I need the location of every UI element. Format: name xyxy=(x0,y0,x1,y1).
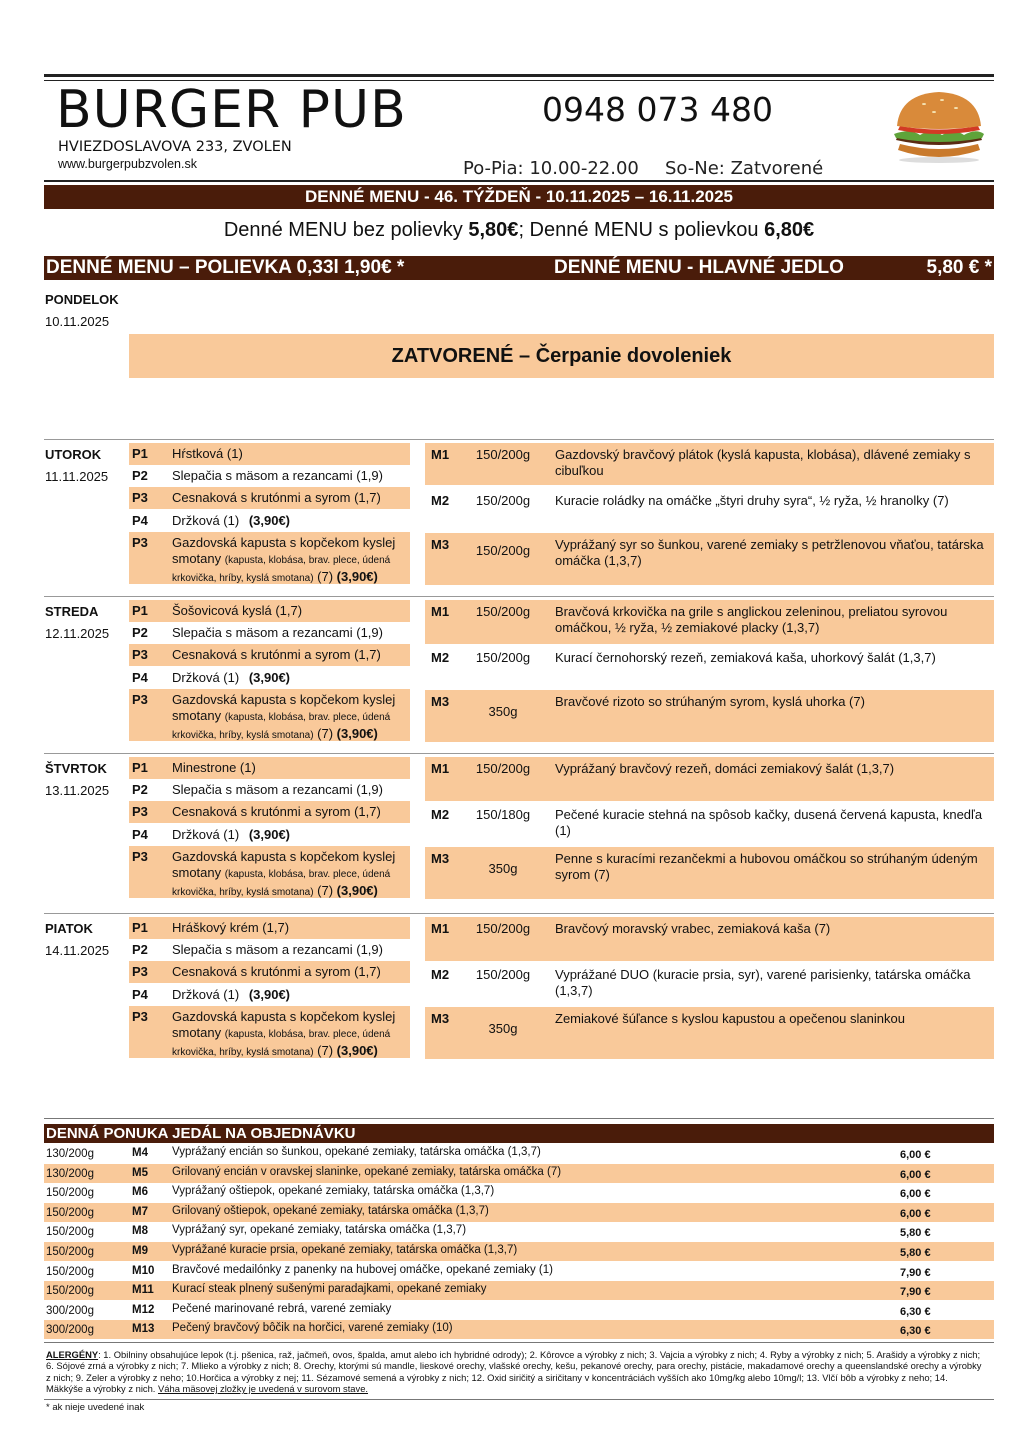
main-dish-item xyxy=(425,646,994,688)
soup-item xyxy=(129,644,410,666)
week-banner: DENNÉ MENU - 46. TÝŽDEŇ - 10.11.2025 – 16.11.2025 xyxy=(44,185,994,209)
main-dish-code: M2 xyxy=(431,807,450,822)
soup-name-block xyxy=(172,827,407,843)
soup-section-title: DENNÉ MENU – POLIEVKA 0,33l 1,90€ * xyxy=(46,257,405,278)
order-weight: 150/200g xyxy=(46,1226,94,1239)
soup-item xyxy=(129,984,410,1006)
soup-name: Šošovicová kyslá (1,7) xyxy=(172,603,303,618)
main-dish-code: M2 xyxy=(431,967,450,982)
main-dish-weight: 350g xyxy=(488,704,518,719)
main-dish-weight: 150/200g xyxy=(475,604,531,619)
soup-code: P4 xyxy=(132,827,148,842)
soup-code: P2 xyxy=(132,468,148,483)
soup-allergen: (7) xyxy=(317,883,334,898)
soup-name: Cesnaková s krutónmi a syrom (1,7) xyxy=(172,804,381,819)
soup-item xyxy=(129,961,410,983)
footnote-rule xyxy=(44,1399,994,1400)
main-dish-weight: 150/200g xyxy=(475,761,531,776)
soup-item xyxy=(129,600,410,622)
brand-title: BURGER PUB xyxy=(56,80,407,140)
section-header-bar xyxy=(44,256,994,280)
order-item xyxy=(44,1144,994,1163)
price-with-soup-label: ; Denné MENU s polievkou xyxy=(518,219,765,241)
order-code: M12 xyxy=(132,1303,155,1316)
day-label: ŠTVRTOK xyxy=(45,761,107,776)
order-price: 7,90 € xyxy=(900,1286,931,1299)
soup-name-block xyxy=(172,535,407,587)
price-with-soup: 6,80€ xyxy=(764,219,815,241)
soup-item xyxy=(129,801,410,823)
soup-name: Gazdovská kapusta s kopčekom kyslej smotany xyxy=(172,849,396,880)
soup-code: P2 xyxy=(132,782,148,797)
order-name: Pečený bravčový bôčik na horčici, varené zemiaky (10) xyxy=(172,1322,453,1335)
soup-name-block xyxy=(172,670,407,686)
soup-detail: (kapusta, klobása, brav. plece, údená krkovička, hríby, kyslá smotana) xyxy=(172,869,391,898)
soup-name-block xyxy=(172,804,407,820)
order-name: Grilovaný encián v oravskej slaninke, opekané zemiaky, tatárska omáčka (7) xyxy=(172,1165,562,1178)
soup-detail: (kapusta, klobása, brav. plece, údená krkovička, hríby, kyslá smotana) xyxy=(172,555,391,584)
main-dish-name: Gazdovský bravčový plátok (kyslá kapusta, klobása), dlávené zemiaky s cibuľkou xyxy=(555,447,971,478)
soup-code: P3 xyxy=(132,964,148,979)
soup-item xyxy=(129,917,410,939)
main-dish-weight: 150/200g xyxy=(475,493,531,508)
order-weight: 150/200g xyxy=(46,1265,94,1278)
order-price: 7,90 € xyxy=(900,1266,931,1279)
main-dish-weight: 150/200g xyxy=(475,921,531,936)
order-price: 6,00 € xyxy=(900,1168,931,1181)
soup-item xyxy=(129,824,410,846)
main-dish-item xyxy=(425,1007,994,1059)
soup-name: Gazdovská kapusta s kopčekom kyslej smotany xyxy=(172,1009,396,1040)
day-date: 11.11.2025 xyxy=(45,469,109,484)
soup-name: Slepačia s mäsom a rezancami (1,9) xyxy=(172,942,383,957)
order-item xyxy=(44,1301,994,1320)
soup-allergen: (7) xyxy=(317,569,334,584)
main-dish-code: M2 xyxy=(431,650,450,665)
soup-name-block xyxy=(172,446,407,462)
soup-name: Slepačia s mäsom a rezancami (1,9) xyxy=(172,625,383,640)
soup-name-block xyxy=(172,468,407,484)
soup-item xyxy=(129,510,410,532)
soup-name-block xyxy=(172,647,407,663)
soup-allergen: (7) xyxy=(317,1043,334,1058)
allergen-text: : 1. Obilniny obsahujúce lepok (t.j. pšenica, raž, jačmeň, ovos, špalda, amut alebo ich hybridné odrody); 2. Kôrovce a výrobky z nich; 3. Vajcia a výrobky z nich; 4. Ryby a výrobky z nich; 5. Arašidy a výrobky z nich; 6. Sójové zrná a výrobky z nich; 7. Mlieko a výrobky z nich; 8. Orechy, ktorými sú mandle, lieskové orechy, vlašské orechy, kešu, pekanové orechy, para orechy, pistácie, makadamové orechy a queenslandské orechy a výrobky z nich; 9. Zeler a výrobky z neho; 10.Horčica a výrobky z nej; 11. Sézamové semená a výrobky z nich; 12. Oxid siričitý a siričitany v koncentráciách vyšších ako 10mg/kg alebo 10mg/l; 13. Vlčí bôb a výrobky z neho; 14. Mäkkýše a výrobky z nich. xyxy=(46,1349,982,1395)
soup-name-block xyxy=(172,625,407,641)
main-dish-name: Bravčová krkovička na grile s anglickou zeleninou, preliatou syrovou omáčkou, ½ ryža, ½ zemiakové placky (1,3,7) xyxy=(555,604,948,635)
order-item xyxy=(44,1262,994,1281)
order-code: M7 xyxy=(132,1205,148,1218)
soup-price: (3,90€) xyxy=(248,827,291,842)
soup-item xyxy=(129,846,410,898)
main-dish-name: Kurací černohorský rezeň, zemiaková kaša, uhorkový šalát (1,3,7) xyxy=(555,650,936,665)
soup-name: Slepačia s mäsom a rezancami (1,9) xyxy=(172,468,383,483)
order-price: 6,30 € xyxy=(900,1325,931,1338)
day-date: 12.11.2025 xyxy=(45,626,110,641)
main-section-title: DENNÉ MENU - HLAVNÉ JEDLO xyxy=(554,257,844,278)
main-dish-name: Penne s kuracími rezančekmi a hubovou omáčkou so strúhaným údeným syrom (7) xyxy=(555,851,978,882)
order-code: M4 xyxy=(132,1147,148,1159)
soup-code: P4 xyxy=(132,670,148,685)
main-dish-item xyxy=(425,803,994,845)
burger-icon xyxy=(890,88,988,164)
soup-name: Cesnaková s krutónmi a syrom (1,7) xyxy=(172,490,381,505)
main-dish-code: M3 xyxy=(431,694,450,709)
soup-code: P3 xyxy=(132,849,148,864)
soup-name: Hŕstková (1) xyxy=(172,446,243,461)
soup-name: Držková (1) xyxy=(172,827,240,842)
order-item xyxy=(44,1164,994,1183)
order-item xyxy=(44,1222,994,1241)
top-rule xyxy=(44,74,994,77)
website-link[interactable]: www.burgerpubzvolen.sk xyxy=(58,157,197,171)
day-separator xyxy=(44,753,994,754)
soup-item xyxy=(129,465,410,487)
header-rule xyxy=(44,180,994,182)
main-dish-code: M3 xyxy=(431,851,450,866)
main-dish-name: Vyprážaný syr so šunkou, varené zemiaky s petržlenovou vňaťou, tatárska omáčka (1,3,7) xyxy=(555,537,984,568)
order-item xyxy=(44,1242,994,1261)
soup-name: Cesnaková s krutónmi a syrom (1,7) xyxy=(172,647,381,662)
day-separator xyxy=(44,596,994,597)
main-dish-name: Kuracie roládky na omáčke „štyri druhy syra“, ½ ryža, ½ hranolky (7) xyxy=(555,493,949,508)
soup-item xyxy=(129,667,410,689)
soup-detail: (kapusta, klobása, brav. plece, údená krkovička, hríby, kyslá smotana) xyxy=(172,1029,391,1058)
main-dish-item xyxy=(425,443,994,485)
day-date: 14.11.2025 xyxy=(45,943,110,958)
main-dish-item xyxy=(425,600,994,644)
phone-number: 0948 073 480 xyxy=(542,90,773,129)
main-dish-code: M1 xyxy=(431,921,450,936)
soup-code: P3 xyxy=(132,804,148,819)
main-dish-item xyxy=(425,917,994,961)
main-dish-weight: 350g xyxy=(488,1021,518,1036)
soup-name: Minestrone (1) xyxy=(172,760,256,775)
order-name: Vyprážaný syr, opekané zemiaky, tatárska omáčka (1,3,7) xyxy=(172,1224,467,1237)
soup-code: P3 xyxy=(132,1009,148,1024)
soup-code: P1 xyxy=(132,920,148,935)
price-no-soup-label: Denné MENU bez polievky xyxy=(223,219,469,241)
order-price: 5,80 € xyxy=(900,1227,931,1240)
soup-name-block xyxy=(172,849,407,901)
address: HVIEZDOSLAVOVA 233, ZVOLEN xyxy=(58,139,292,155)
soup-code: P3 xyxy=(132,535,148,550)
soup-name-block xyxy=(172,782,407,798)
order-rule xyxy=(44,1118,994,1119)
soup-name-block xyxy=(172,692,407,744)
order-code: M9 xyxy=(132,1245,148,1257)
main-dish-item xyxy=(425,489,994,529)
order-price: 6,00 € xyxy=(900,1207,931,1220)
allergen-rule xyxy=(44,1342,994,1343)
order-code: M6 xyxy=(132,1186,148,1199)
soup-name: Gazdovská kapusta s kopčekom kyslej smotany xyxy=(172,535,396,566)
soup-name-block xyxy=(172,920,407,936)
hours-weekend: So-Ne: Zatvorené xyxy=(665,158,824,179)
soup-item xyxy=(129,779,410,801)
order-code: M13 xyxy=(132,1323,155,1336)
soup-name-block xyxy=(172,603,407,619)
order-weight: 150/200g xyxy=(46,1246,94,1258)
soup-code: P4 xyxy=(132,987,148,1002)
soup-name-block xyxy=(172,964,407,980)
order-name: Kurací steak plnený sušenými paradajkami, opekané zemiaky xyxy=(172,1283,487,1296)
allergen-weight-note: Váha mäsovej zložky je uvedená v surovom stave. xyxy=(158,1383,369,1395)
footnote: * ak nieje uvedené inak xyxy=(46,1402,145,1413)
menu-price-line xyxy=(44,219,994,242)
main-dish-item xyxy=(425,533,994,585)
day-label-monday: PONDELOK xyxy=(45,292,119,307)
main-dish-code: M3 xyxy=(431,1011,450,1026)
soup-detail: (kapusta, klobása, brav. plece, údená krkovička, hríby, kyslá smotana) xyxy=(172,712,391,741)
day-separator xyxy=(44,439,994,440)
order-price: 6,00 € xyxy=(900,1188,931,1201)
order-item xyxy=(44,1183,994,1202)
main-dish-code: M1 xyxy=(431,447,450,462)
order-weight: 150/200g xyxy=(46,1285,94,1298)
soup-price: (3,90€) xyxy=(248,513,291,528)
soup-item xyxy=(129,939,410,961)
soup-allergen: (7) xyxy=(317,726,334,741)
order-code: M8 xyxy=(132,1225,148,1238)
soup-price: (3,90€) xyxy=(336,883,378,898)
main-dish-code: M1 xyxy=(431,604,450,619)
main-dish-name: Pečené kuracie stehná na spôsob kačky, dusená červená kapusta, knedľa (1) xyxy=(555,807,983,838)
soup-item xyxy=(129,757,410,779)
day-date-monday: 10.11.2025 xyxy=(45,314,110,329)
order-item xyxy=(44,1203,994,1222)
order-item xyxy=(44,1320,994,1339)
soup-price: (3,90€) xyxy=(336,569,378,584)
main-dish-weight: 150/200g xyxy=(475,447,531,462)
order-item xyxy=(44,1281,994,1300)
main-dish-weight: 150/200g xyxy=(475,967,531,982)
soup-item xyxy=(129,1006,410,1058)
soup-item xyxy=(129,532,410,584)
soup-code: P1 xyxy=(132,760,148,775)
order-weight: 150/200g xyxy=(46,1187,94,1200)
hours-weekday: Po-Pia: 10.00-22.00 xyxy=(463,158,639,179)
soup-name-block xyxy=(172,490,407,506)
main-dish-name: Zemiakové šúľance s kyslou kapustou a opečenou slaninkou xyxy=(555,1011,905,1026)
soup-name: Slepačia s mäsom a rezancami (1,9) xyxy=(172,782,383,797)
soup-item xyxy=(129,443,410,465)
soup-code: P3 xyxy=(132,490,148,505)
soup-name-block xyxy=(172,1009,407,1061)
allergen-info xyxy=(46,1349,986,1395)
main-dish-name: Bravčové rizoto so strúhaným syrom, kyslá uhorka (7) xyxy=(555,694,865,709)
main-dish-code: M3 xyxy=(431,537,450,552)
soup-code: P1 xyxy=(132,603,148,618)
order-weight: 150/200g xyxy=(46,1206,94,1219)
soup-name: Držková (1) xyxy=(172,513,240,528)
main-dish-item xyxy=(425,963,994,1005)
soup-name-block xyxy=(172,942,407,958)
order-name: Bravčové medailónky z panenky na hubovej omáčke, opekané zemiaky (1) xyxy=(172,1263,553,1276)
order-weight: 130/200g xyxy=(46,1148,94,1160)
soup-price: (3,90€) xyxy=(336,1043,378,1058)
soup-price: (3,90€) xyxy=(248,670,291,685)
order-section-title: DENNÁ PONUKA JEDÁL NA OBJEDNÁVKU xyxy=(44,1124,994,1143)
soup-code: P3 xyxy=(132,647,148,662)
order-weight: 300/200g xyxy=(46,1324,94,1337)
order-name: Pečené marinované rebrá, varené zemiaky xyxy=(172,1302,392,1315)
order-price: 6,00 € xyxy=(900,1149,931,1161)
order-weight: 130/200g xyxy=(46,1167,94,1180)
day-date: 13.11.2025 xyxy=(45,783,110,798)
main-dish-item xyxy=(425,690,994,742)
main-dish-weight: 150/180g xyxy=(475,807,531,822)
soup-code: P1 xyxy=(132,446,148,461)
main-dish-name: Vyprážaný bravčový rezeň, domáci zemiakový šalát (1,3,7) xyxy=(555,761,895,776)
day-label: PIATOK xyxy=(45,921,93,936)
main-dish-weight: 150/200g xyxy=(475,650,531,665)
order-name: Vyprážaný oštiepok, opekané zemiaky, tatárska omáčka (1,3,7) xyxy=(172,1185,495,1198)
soup-code: P2 xyxy=(132,942,148,957)
day-label: UTOROK xyxy=(45,447,102,462)
price-no-soup: 5,80€ xyxy=(468,219,519,241)
main-dish-item xyxy=(425,757,994,801)
soup-name-block xyxy=(172,513,407,529)
order-name: Grilovaný oštiepok, opekané zemiaky, tatárska omáčka (1,3,7) xyxy=(172,1204,489,1217)
soup-name: Držková (1) xyxy=(172,987,240,1002)
soup-item xyxy=(129,689,410,741)
day-label: STREDA xyxy=(45,604,99,619)
main-dish-code: M2 xyxy=(431,493,450,508)
soup-code: P4 xyxy=(132,513,148,528)
order-code: M10 xyxy=(132,1264,155,1277)
main-dish-item xyxy=(425,847,994,899)
order-code: M5 xyxy=(132,1166,148,1179)
main-dish-code: M1 xyxy=(431,761,450,776)
soup-code: P2 xyxy=(132,625,148,640)
main-dish-name: Vyprážané DUO (kuracie prsia, syr), varené parisienky, tatárska omáčka (1,3,7) xyxy=(555,967,971,998)
day-separator xyxy=(44,913,994,914)
order-price: 6,30 € xyxy=(900,1305,931,1318)
order-name: Vyprážané kuracie prsia, opekané zemiaky, tatárska omáčka (1,3,7) xyxy=(172,1244,518,1256)
order-weight: 300/200g xyxy=(46,1304,94,1317)
soup-name: Hráškový krém (1,7) xyxy=(172,920,290,935)
soup-item xyxy=(129,622,410,644)
order-name: Vyprážaný encián so šunkou, opekané zemiaky, tatárska omáčka (1,3,7) xyxy=(172,1146,541,1158)
soup-name: Cesnaková s krutónmi a syrom (1,7) xyxy=(172,964,381,979)
soup-code: P3 xyxy=(132,692,148,707)
soup-item xyxy=(129,487,410,509)
soup-price: (3,90€) xyxy=(336,726,378,741)
main-dish-name: Bravčový moravský vrabec, zemiaková kaša (7) xyxy=(555,921,831,936)
main-section-price: 5,80 € * xyxy=(926,257,992,278)
soup-name-block xyxy=(172,987,407,1003)
main-dish-weight: 350g xyxy=(488,861,518,876)
soup-name: Gazdovská kapusta s kopčekom kyslej smotany xyxy=(172,692,396,723)
order-price: 5,80 € xyxy=(900,1247,931,1259)
soup-name-block xyxy=(172,760,407,776)
order-code: M11 xyxy=(132,1284,154,1297)
soup-name: Držková (1) xyxy=(172,670,240,685)
main-dish-weight: 150/200g xyxy=(475,543,531,558)
soup-price: (3,90€) xyxy=(248,987,291,1002)
allergen-label: ALERGÉNY xyxy=(46,1349,99,1360)
closed-notice: ZATVORENÉ – Čerpanie dovoleniek xyxy=(129,334,994,378)
